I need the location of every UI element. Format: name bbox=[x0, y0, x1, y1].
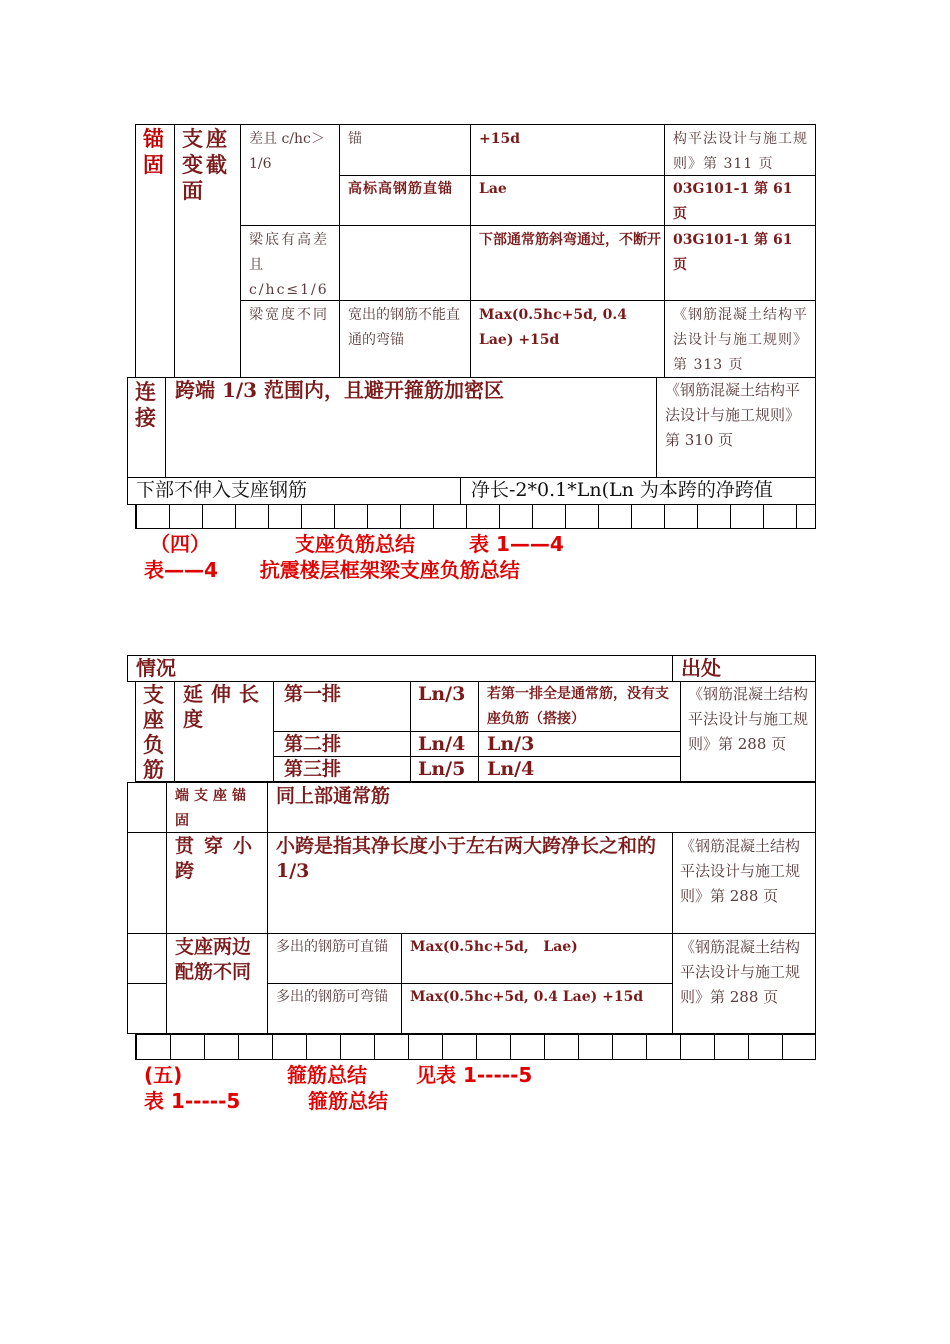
grid-strip-2 bbox=[135, 1034, 816, 1060]
row4-method: 宽出的钢筋不能直通的弯锚 bbox=[348, 307, 460, 348]
section-4-title: 支座负筋总结 bbox=[295, 532, 415, 556]
section-4-number: （四） bbox=[150, 532, 210, 556]
row4-condition: 梁宽度不同 bbox=[249, 307, 329, 323]
table-5-title: 箍筋总结 bbox=[308, 1089, 388, 1113]
section-5-number: (五) bbox=[144, 1063, 183, 1087]
non-anchor-length: 净长-2*0.1*Ln(Ln 为本跨的净跨值 bbox=[471, 479, 773, 501]
row3-length: 下部通常筋斜弯通过，不断开 bbox=[479, 232, 661, 248]
row1-method: 锚 bbox=[348, 131, 362, 147]
row-second-name: 第二排 bbox=[284, 733, 342, 755]
row3-condition: 梁底有高差且 c/hc≤1/6 bbox=[249, 232, 329, 298]
section-5-table-ref: 见表 1-----5 bbox=[416, 1063, 533, 1087]
row4-length: Max(0.5hc+5d, 0.4 Lae) +15d bbox=[479, 307, 627, 348]
header-situation: 情况 bbox=[136, 656, 176, 680]
extension-length-label: 延伸长度 bbox=[183, 682, 267, 731]
connect-text: 跨端 1/3 范围内，且避开箍筋加密区 bbox=[175, 378, 505, 402]
row-first-note: 若第一排全是通常筋，没有支座负筋（搭接） bbox=[487, 686, 669, 727]
row1-condition: 差且 c/hc＞1/6 bbox=[249, 131, 325, 172]
non-anchor-label: 下部不伸入支座钢筋 bbox=[136, 479, 308, 501]
through-span-text: 小跨是指其净长度小于左右两大跨净长之和的 1/3 bbox=[276, 835, 657, 882]
support-rebar-label: 支座负筋 bbox=[143, 682, 164, 782]
row-first-length: Ln/3 bbox=[418, 683, 466, 705]
grid-strip-1 bbox=[135, 504, 816, 529]
diff-row1-method: 多出的钢筋可直锚 bbox=[276, 939, 388, 955]
diff-source: 《钢筋混凝土结构平法设计与施工规则》第 288 页 bbox=[680, 938, 801, 1006]
row-third-note: Ln/4 bbox=[487, 758, 535, 780]
row-third-name: 第三排 bbox=[284, 758, 342, 780]
row4-source: 《钢筋混凝土结构平法设计与施工规则》第 313 页 bbox=[673, 307, 808, 373]
row2-source: 03G101-1 第 61 页 bbox=[673, 181, 793, 222]
diff-reinforcement-label: 支座两边配筋不同 bbox=[175, 936, 252, 983]
diff-row2-method: 多出的钢筋可弯锚 bbox=[276, 989, 388, 1005]
connect-label: 连接 bbox=[135, 379, 156, 430]
table-5-ref: 表 1-----5 bbox=[144, 1089, 241, 1113]
end-support-label: 端支座锚固 bbox=[175, 788, 251, 829]
row-first-name: 第一排 bbox=[284, 683, 342, 705]
row2-length: Lae bbox=[479, 181, 507, 197]
table-4-caption: 表——4 抗震楼层框架梁支座负筋总结 bbox=[144, 558, 520, 582]
row-second-note: Ln/3 bbox=[487, 733, 535, 755]
diff-row1-length: Max(0.5hc+5d, Lae) bbox=[410, 939, 578, 955]
end-support-text: 同上部通常筋 bbox=[276, 785, 391, 807]
row-second-length: Ln/4 bbox=[418, 733, 466, 755]
through-span-source: 《钢筋混凝土结构平法设计与施工规则》第 288 页 bbox=[680, 837, 801, 905]
section-5-title: 箍筋总结 bbox=[287, 1063, 367, 1087]
row-third-length: Ln/5 bbox=[418, 758, 466, 780]
through-span-label: 贯穿小跨 bbox=[175, 835, 263, 882]
section-4-table-ref: 表 1——4 bbox=[469, 532, 564, 556]
extension-source: 《钢筋混凝土结构平法设计与施工规则》第 288 页 bbox=[688, 685, 809, 753]
row1-length: +15d bbox=[479, 131, 521, 147]
support-section-label: 支座变截面 bbox=[182, 126, 230, 203]
row2-method: 高标高钢筋直锚 bbox=[348, 181, 453, 197]
header-source: 出处 bbox=[681, 656, 721, 680]
connect-source: 《钢筋混凝土结构平法设计与施工规则》第 310 页 bbox=[665, 381, 801, 449]
row1-source: 构平法设计与施工规则》第 311 页 bbox=[673, 131, 808, 172]
anchor-label: 锚固 bbox=[143, 126, 164, 177]
diff-row2-length: Max(0.5hc+5d, 0.4 Lae) +15d bbox=[410, 989, 644, 1005]
row3-source: 03G101-1 第 61 页 bbox=[673, 232, 793, 273]
